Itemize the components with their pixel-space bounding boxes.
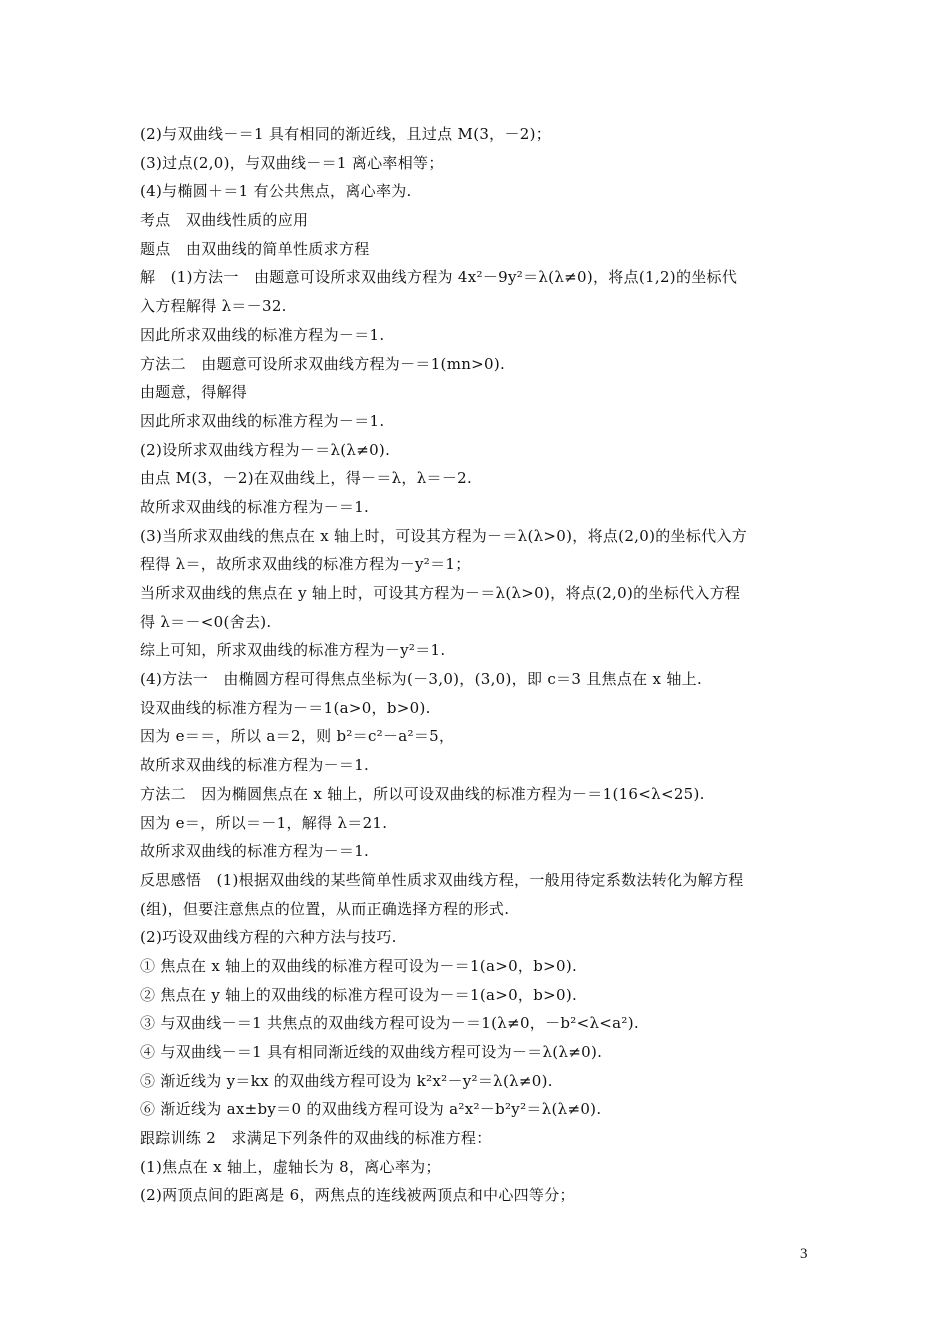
text-line: 由题意，得解得 xyxy=(140,383,248,402)
text-line: (2)两顶点间的距离是 6，两焦点的连线被两顶点和中心四等分； xyxy=(140,1186,575,1205)
text-line: 因此所求双曲线的标准方程为－＝1. xyxy=(140,325,385,344)
text-line: 设双曲线的标准方程为－＝1(a>0，b>0). xyxy=(140,698,431,717)
text-line: (4)方法一 由椭圆方程可得焦点坐标为(－3,0)，(3,0)，即 c＝3 且焦点在 x 轴上. xyxy=(140,670,703,689)
text-line: 故所求双曲线的标准方程为－＝1. xyxy=(140,756,370,775)
text-line: (4)与椭圆＋＝1 有公共焦点，离心率为. xyxy=(140,182,412,201)
text-line: 方法二 因为椭圆焦点在 x 轴上，所以可设双曲线的标准方程为－＝1(16<λ<25). xyxy=(140,784,705,803)
text-line: (组)，但要注意焦点的位置，从而正确选择方程的形式. xyxy=(140,899,510,918)
text-body xyxy=(140,120,820,1210)
page-number: 3 xyxy=(800,1246,808,1262)
text-line: 反思感悟 (1)根据双曲线的某些简单性质求双曲线方程，一般用待定系数法转化为解方程 xyxy=(140,870,744,889)
text-line: ③ 与双曲线－＝1 共焦点的双曲线方程可设为－＝1(λ≠0，－b²<λ<a²). xyxy=(140,1014,639,1033)
text-line: 考点 双曲线性质的应用 xyxy=(140,211,309,230)
text-line: 因为 e＝，所以＝－1，解得 λ＝21. xyxy=(140,813,388,832)
text-line: 由点 M(3，－2)在双曲线上，得－＝λ，λ＝－2. xyxy=(140,469,473,488)
text-line: 当所求双曲线的焦点在 y 轴上时，可设其方程为－＝λ(λ>0)，将点(2,0)的坐标代入方程 xyxy=(140,584,741,602)
text-line: 得 λ＝－<0(舍去). xyxy=(140,612,272,631)
text-line: (2)巧设双曲线方程的六种方法与技巧. xyxy=(140,928,397,947)
text-line: (3)当所求双曲线的焦点在 x 轴上时，可设其方程为－＝λ(λ>0)，将点(2,0)的坐标代入方 xyxy=(140,526,748,545)
text-line: ⑤ 渐近线为 y＝kx 的双曲线方程可设为 k²x²－y²＝λ(λ≠0). xyxy=(140,1071,553,1090)
text-line: 解 (1)方法一 由题意可设所求双曲线方程为 4x²－9y²＝λ(λ≠0)，将点(1,2)的坐标代 xyxy=(140,268,738,287)
text-line: (1)焦点在 x 轴上，虚轴长为 8，离心率为； xyxy=(140,1157,441,1176)
text-line: ① 焦点在 x 轴上的双曲线的标准方程可设为－＝1(a>0，b>0). xyxy=(140,956,578,975)
text-line: 因此所求双曲线的标准方程为－＝1. xyxy=(140,411,385,430)
text-line: 故所求双曲线的标准方程为－＝1. xyxy=(140,497,370,516)
text-line: 因为 e＝＝，所以 a＝2，则 b²＝c²－a²＝5， xyxy=(140,727,455,746)
text-line: 跟踪训练 2 求满足下列条件的双曲线的标准方程： xyxy=(140,1129,492,1148)
text-line: 程得 λ＝，故所求双曲线的标准方程为－y²＝1； xyxy=(140,555,471,574)
text-line: (2)与双曲线－＝1 具有相同的渐近线，且过点 M(3，－2)； xyxy=(140,125,552,143)
text-line: 题点 由双曲线的简单性质求方程 xyxy=(140,239,370,258)
text-line: (2)设所求双曲线方程为－＝λ(λ≠0). xyxy=(140,440,391,459)
text-line: ⑥ 渐近线为 ax±by＝0 的双曲线方程可设为 a²x²－b²y²＝λ(λ≠0). xyxy=(140,1100,602,1119)
text-line: ② 焦点在 y 轴上的双曲线的标准方程可设为－＝1(a>0，b>0). xyxy=(140,985,578,1004)
text-line: 故所求双曲线的标准方程为－＝1. xyxy=(140,842,370,861)
text-line: (3)过点(2,0)，与双曲线－＝1 离心率相等； xyxy=(140,153,444,172)
text-line: ④ 与双曲线－＝1 具有相同渐近线的双曲线方程可设为－＝λ(λ≠0). xyxy=(140,1043,603,1061)
text-line: 综上可知，所求双曲线的标准方程为－y²＝1. xyxy=(140,641,446,660)
text-line: 方法二 由题意可设所求双曲线方程为－＝1(mn>0). xyxy=(140,354,506,373)
text-line: 入方程解得 λ＝－32. xyxy=(140,297,287,316)
